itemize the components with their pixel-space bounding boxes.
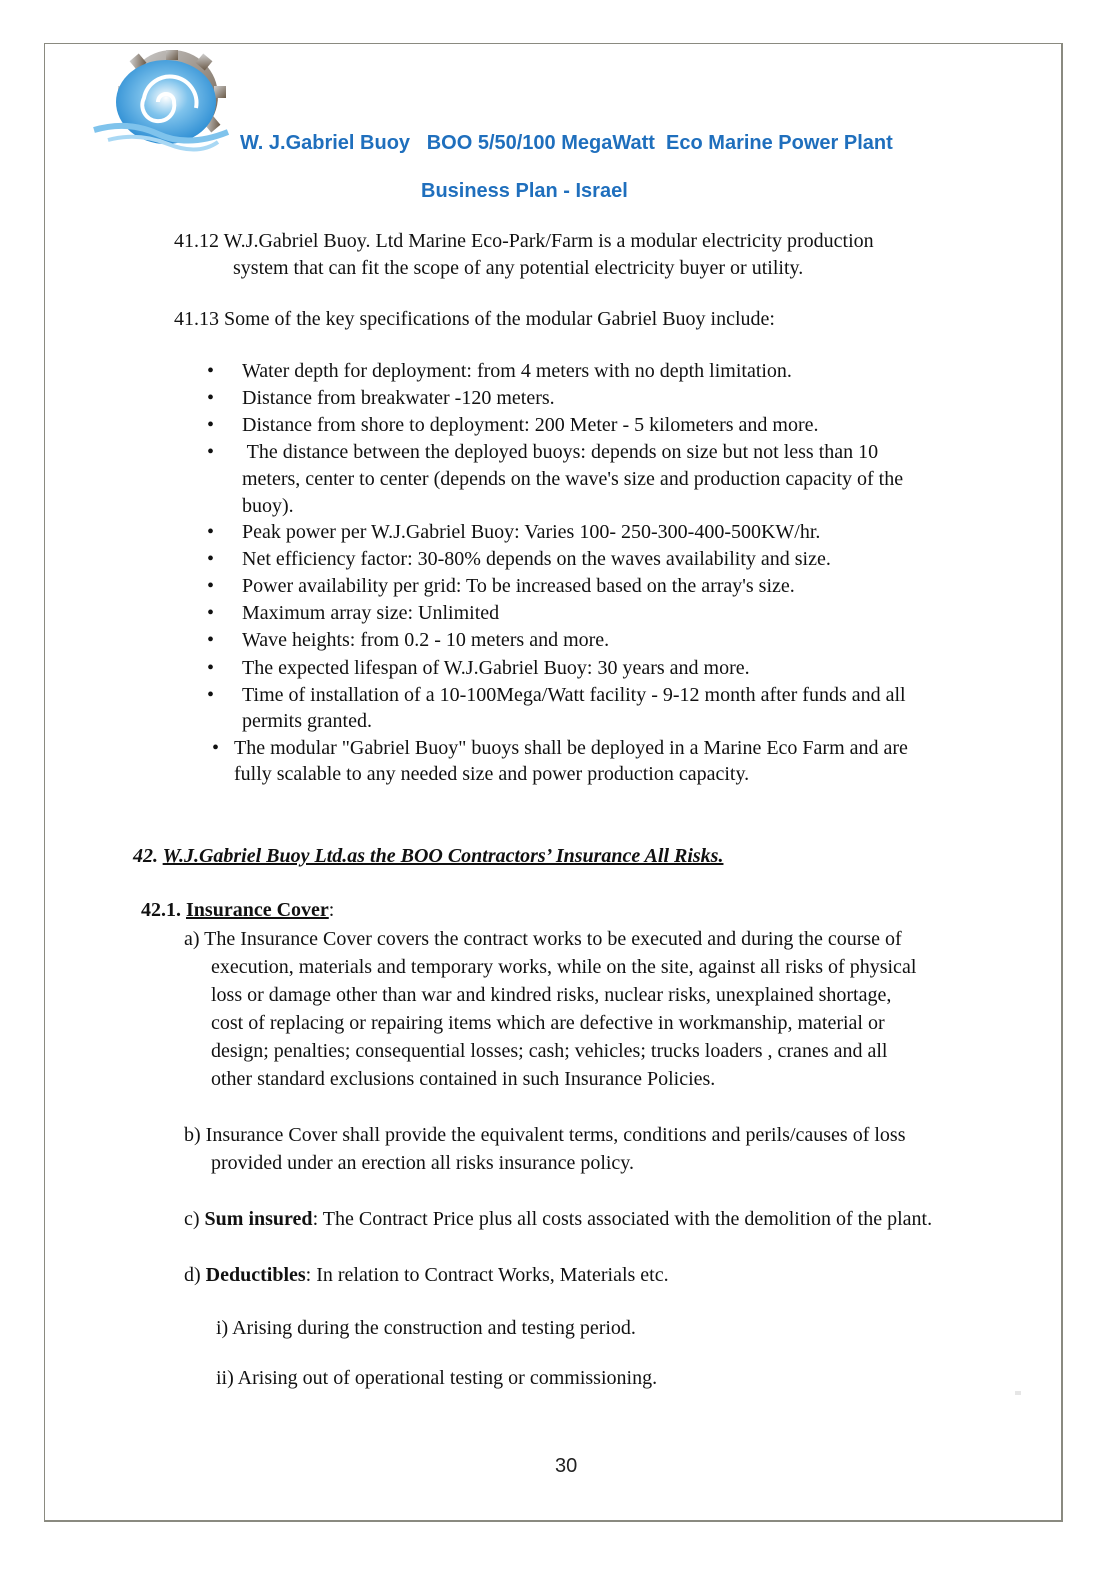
clause-d <box>184 1262 669 1289</box>
bullet-icon: • <box>207 521 215 543</box>
list-item: Distance from breakwater -120 meters. <box>242 387 555 409</box>
list-item: Distance from shore to deployment: 200 Meter - 5 kilometers and more. <box>242 414 819 436</box>
bullet-icon: • <box>207 629 215 651</box>
clause-d-prefix: d) <box>184 1264 206 1286</box>
bullet-icon: • <box>207 360 215 382</box>
paragraph-41-13: 41.13 Some of the key specifications of the modular Gabriel Buoy include: <box>174 308 775 330</box>
document-header-title: W. J.Gabriel Buoy BOO 5/50/100 MegaWatt Eco Marine Power Plant <box>240 132 893 154</box>
list-item-continuation: meters, center to center (depends on the wave's size and production capacity of the <box>242 468 904 490</box>
subsection-42-1-title: Insurance Cover <box>186 899 329 921</box>
clause-d-i: i) Arising during the construction and testing period. <box>216 1317 636 1339</box>
bullet-icon: • <box>212 737 220 759</box>
section-42-heading <box>133 843 723 870</box>
clause-c-term: Sum insured <box>204 1208 313 1230</box>
clause-a-line: execution, materials and temporary works, while on the site, against all risks of physical <box>211 956 917 978</box>
list-item: The distance between the deployed buoys: depends on size but not less than 10 <box>242 441 879 463</box>
list-item: Wave heights: from 0.2 - 10 meters and more. <box>242 629 610 651</box>
clause-c-text: : The Contract Price plus all costs associated with the demolition of the plant. <box>312 1208 933 1230</box>
section-42-number: 42. <box>133 845 163 867</box>
clause-a-line: design; penalties; consequential losses; cash; vehicles; trucks loaders , cranes and all <box>211 1040 888 1062</box>
bullet-icon: • <box>207 602 215 624</box>
clause-d-ii: ii) Arising out of operational testing or commissioning. <box>216 1367 658 1389</box>
subsection-42-1-heading <box>141 897 334 924</box>
clause-a-line: cost of replacing or repairing items which are defective in workmanship, material or <box>211 1012 885 1034</box>
clause-d-text: : In relation to Contract Works, Materials etc. <box>305 1264 669 1286</box>
clause-a-line: other standard exclusions contained in such Insurance Policies. <box>211 1068 716 1090</box>
clause-d-term: Deductibles <box>205 1264 306 1286</box>
list-item-continuation: permits granted. <box>242 710 372 732</box>
wave-gear-logo-icon <box>88 50 240 154</box>
subsection-42-1-colon: : <box>328 899 335 921</box>
clause-a-line: loss or damage other than war and kindred risks, nuclear risks, unexplained shortage, <box>211 984 892 1006</box>
clause-c-prefix: c) <box>184 1208 205 1230</box>
subsection-42-1-number: 42.1. <box>141 899 186 921</box>
clause-b-line: provided under an erection all risks insurance policy. <box>211 1152 635 1174</box>
page-number: 30 <box>555 1455 578 1477</box>
list-item: Time of installation of a 10-100Mega/Watt facility - 9-12 month after funds and all <box>242 684 906 706</box>
bullet-icon: • <box>207 575 215 597</box>
list-item: Net efficiency factor: 30-80% depends on the waves availability and size. <box>242 548 831 570</box>
list-item: Water depth for deployment: from 4 meters with no depth limitation. <box>242 360 792 382</box>
paragraph-41-12-line2: system that can fit the scope of any potential electricity buyer or utility. <box>233 257 804 279</box>
bullet-icon: • <box>207 657 215 679</box>
list-item-continuation: fully scalable to any needed size and power production capacity. <box>234 763 750 785</box>
document-header-subtitle: Business Plan - Israel <box>421 180 628 202</box>
bullet-icon: • <box>207 387 215 409</box>
clause-b-line: b) Insurance Cover shall provide the equivalent terms, conditions and perils/causes of loss <box>184 1124 906 1146</box>
list-item: Maximum array size: Unlimited <box>242 602 500 624</box>
clause-c <box>184 1206 932 1233</box>
list-item: Peak power per W.J.Gabriel Buoy: Varies 100- 250-300-400-500KW/hr. <box>242 521 821 543</box>
bullet-icon: • <box>207 684 215 706</box>
list-item: The modular "Gabriel Buoy" buoys shall be deployed in a Marine Eco Farm and are <box>234 737 908 759</box>
list-item: The expected lifespan of W.J.Gabriel Buoy: 30 years and more. <box>242 657 750 679</box>
bullet-icon: • <box>207 414 215 436</box>
paragraph-41-12-line1: 41.12 W.J.Gabriel Buoy. Ltd Marine Eco-Park/Farm is a modular electricity production <box>174 230 874 252</box>
scan-artifact <box>1015 1391 1021 1395</box>
list-item: Power availability per grid: To be increased based on the array's size. <box>242 575 795 597</box>
bullet-icon: • <box>207 548 215 570</box>
section-42-title: W.J.Gabriel Buoy Ltd.as the BOO Contractors’ Insurance All Risks. <box>162 845 724 867</box>
list-item-continuation: buoy). <box>242 495 294 517</box>
clause-a-line: a) The Insurance Cover covers the contract works to be executed and during the course of <box>184 928 902 950</box>
bullet-icon: • <box>207 441 215 463</box>
